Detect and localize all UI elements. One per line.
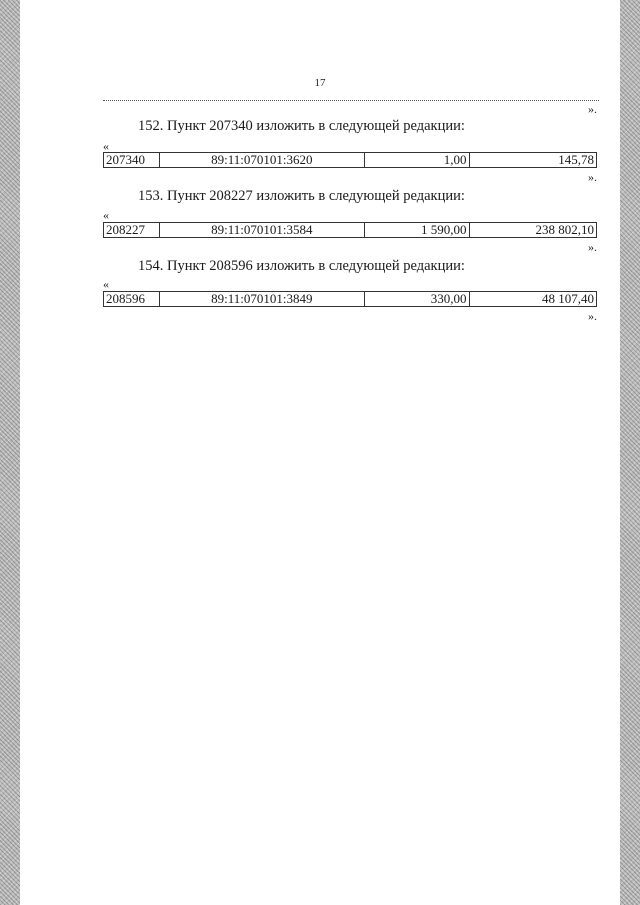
table-cell-cadastral-number: 89:11:070101:3620 xyxy=(160,153,365,167)
opening-quote: « xyxy=(103,208,109,222)
table-cell-value: 330,00 xyxy=(365,292,470,306)
opening-quote: « xyxy=(103,277,109,291)
table-cell-amount: 238 802,10 xyxy=(535,223,594,237)
table-row xyxy=(103,222,597,238)
table-cell-value: 1,00 xyxy=(365,153,470,167)
section-heading: 153. Пункт 208227 изложить в следующей редакции: xyxy=(138,188,465,204)
previous-table-bottom-rule xyxy=(103,100,599,101)
table-cell-item-number: 208227 xyxy=(104,223,160,237)
section-heading: 154. Пункт 208596 изложить в следующей редакции: xyxy=(138,258,465,274)
table-cell-cadastral-number: 89:11:070101:3849 xyxy=(160,292,365,306)
table-cell-amount: 48 107,40 xyxy=(542,292,594,306)
opening-quote: « xyxy=(103,139,109,153)
closing-quote: ». xyxy=(588,170,597,184)
page-number: 17 xyxy=(314,77,326,89)
table-row xyxy=(103,152,597,168)
table-cell-item-number: 207340 xyxy=(104,153,160,167)
scan-edge-left xyxy=(0,0,20,905)
closing-quote: ». xyxy=(588,102,597,116)
table-row xyxy=(103,291,597,307)
scan-edge-right xyxy=(620,0,640,905)
closing-quote: ». xyxy=(588,309,597,323)
table-cell-item-number: 208596 xyxy=(104,292,160,306)
table-cell-value: 1 590,00 xyxy=(365,223,470,237)
section-heading: 152. Пункт 207340 изложить в следующей редакции: xyxy=(138,118,465,134)
table-cell-amount: 145,78 xyxy=(558,153,594,167)
table-cell-cadastral-number: 89:11:070101:3584 xyxy=(160,223,365,237)
closing-quote: ». xyxy=(588,240,597,254)
